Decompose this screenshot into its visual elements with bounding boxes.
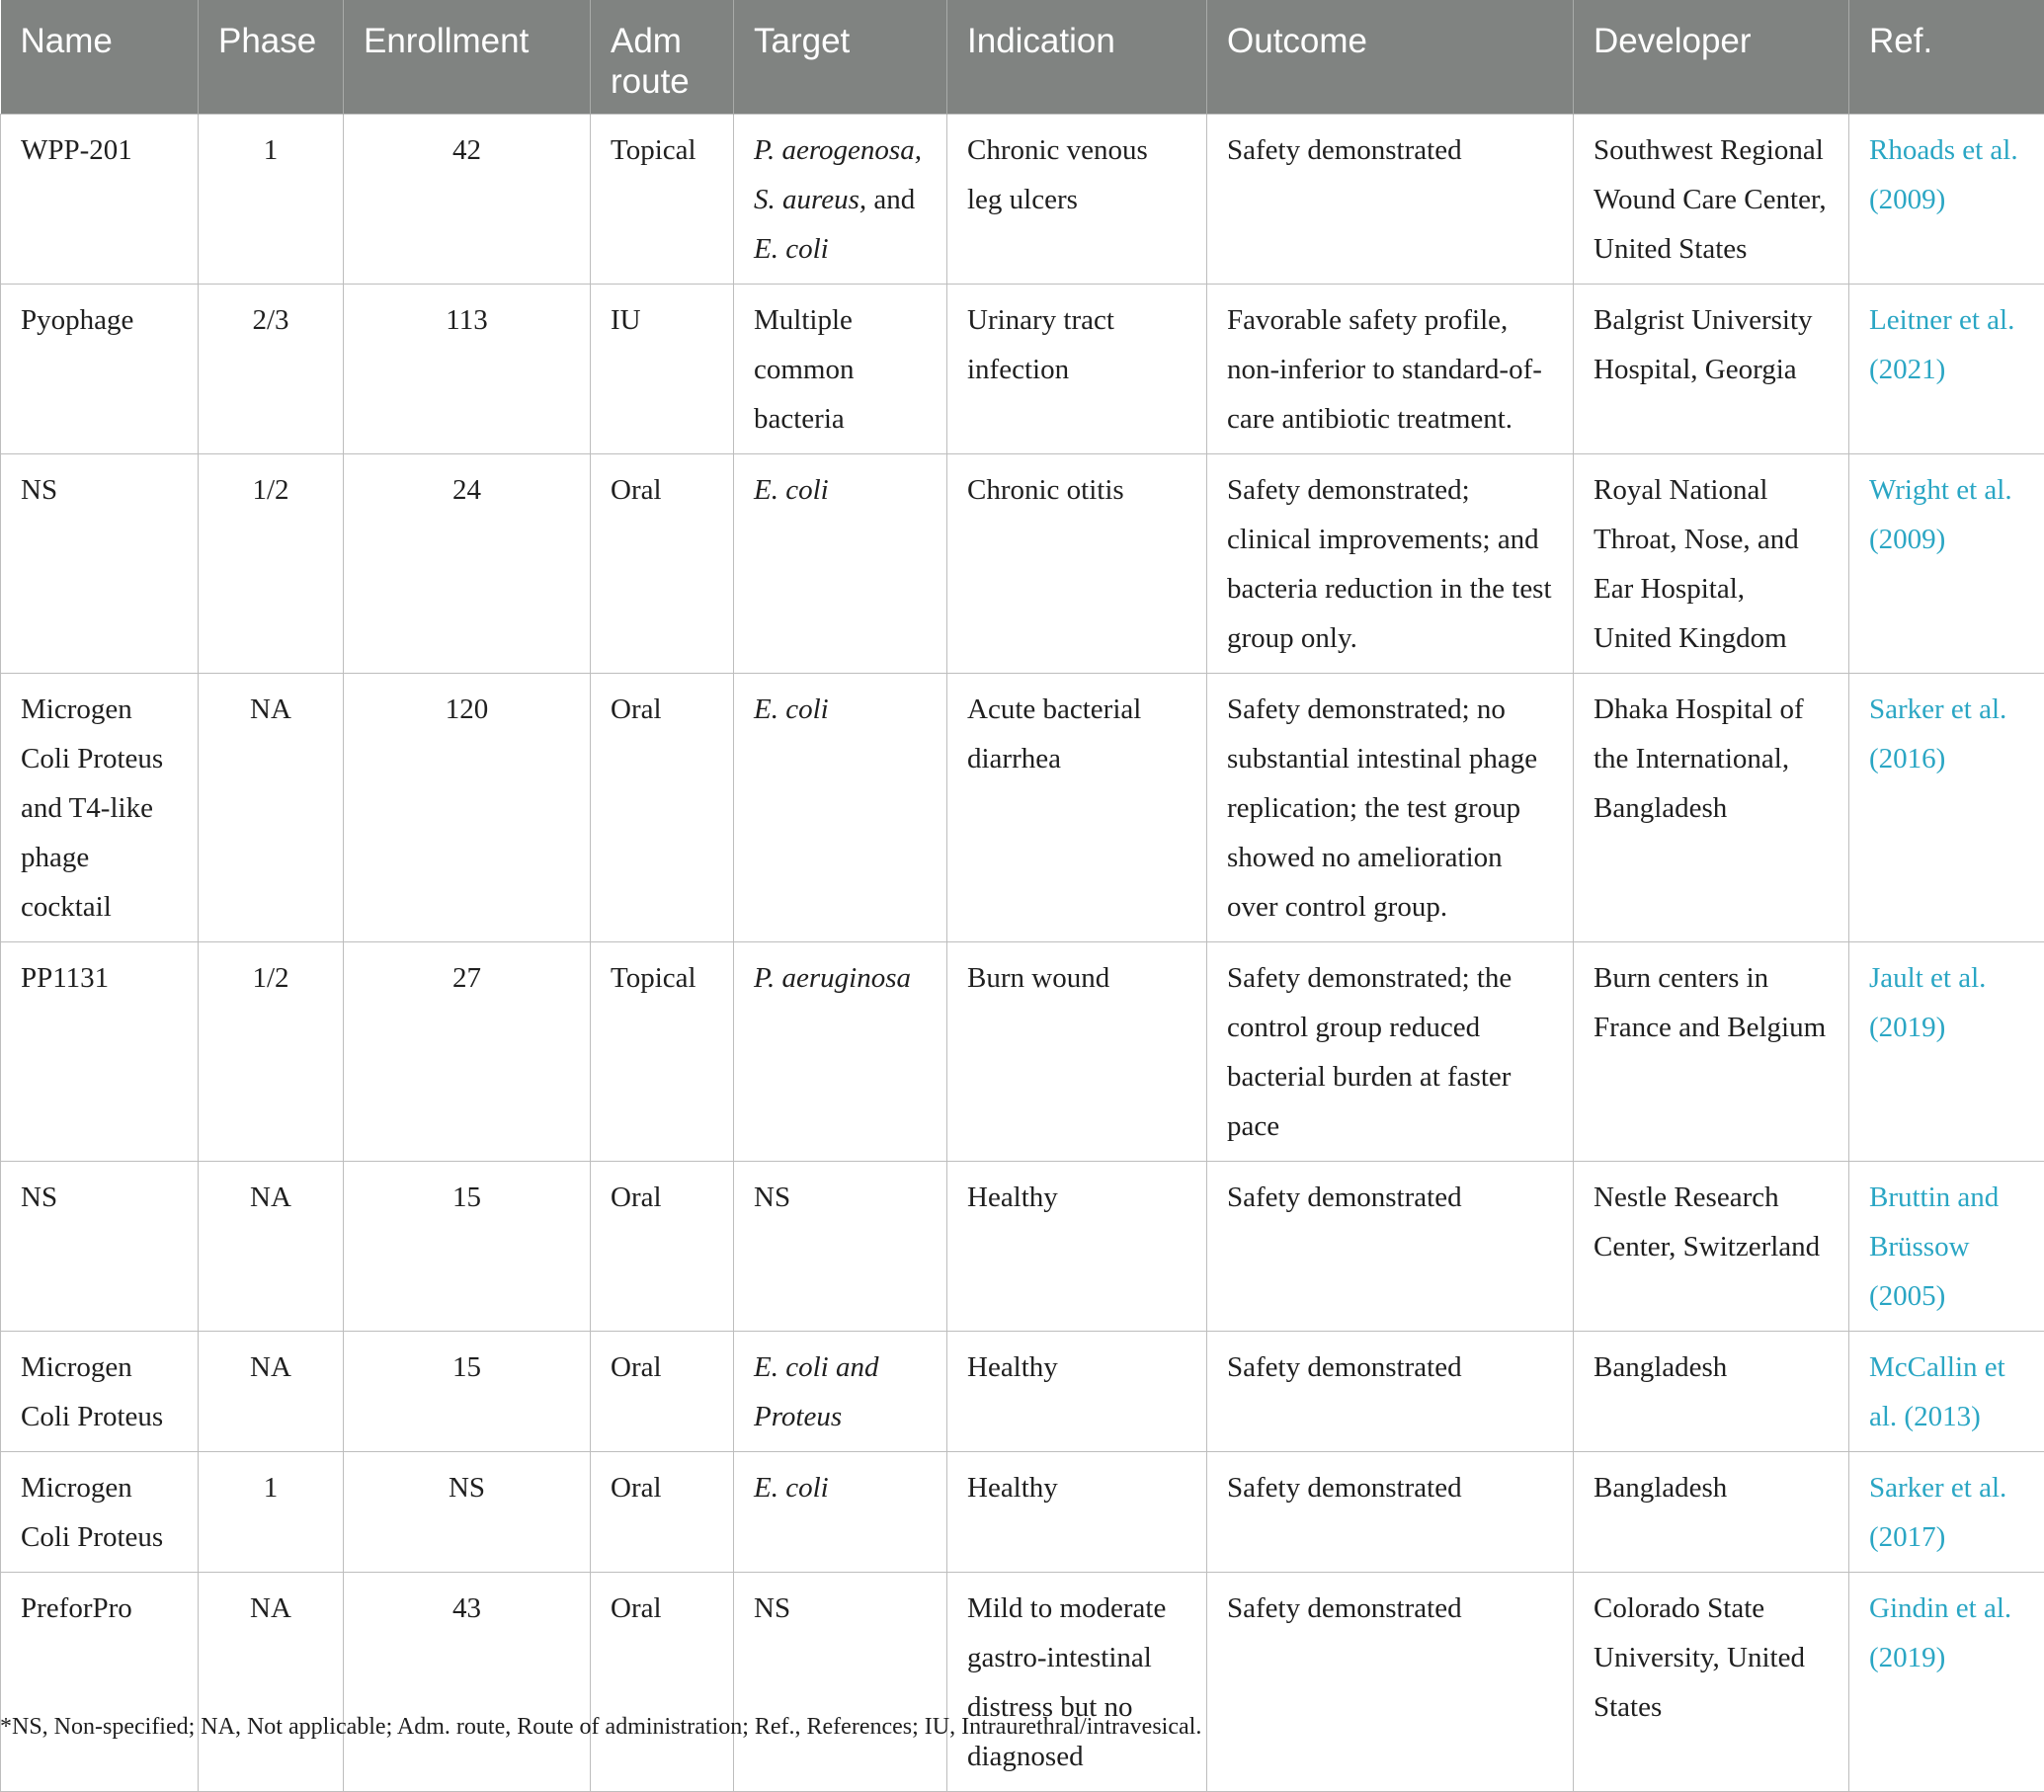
cell-indication: Acute bacterial diarrhea: [947, 674, 1207, 942]
header-ref: Ref.: [1849, 0, 2044, 115]
cell-enrollment: 27: [344, 942, 591, 1162]
table-row: [1, 1162, 2044, 1332]
cell-name: NS: [1, 1162, 199, 1332]
cell-target: NS: [734, 1162, 947, 1332]
cell-enrollment: 120: [344, 674, 591, 942]
cell-name: WPP-201: [1, 115, 199, 285]
cell-developer: Balgrist University Hospital, Georgia: [1574, 285, 1849, 454]
cell-indication: Healthy: [947, 1452, 1207, 1573]
header-phase: Phase: [199, 0, 344, 115]
reference-link[interactable]: McCallin et al. (2013): [1869, 1351, 2005, 1432]
reference-link[interactable]: Rhoads et al. (2009): [1869, 134, 2018, 215]
reference-link[interactable]: Sarker et al. (2017): [1869, 1472, 2006, 1553]
cell-outcome: Safety demonstrated: [1207, 1332, 1574, 1452]
cell-developer: Dhaka Hospital of the International, Bangladesh: [1574, 674, 1849, 942]
cell-route: Topical: [591, 942, 734, 1162]
cell-phase: NA: [199, 1332, 344, 1452]
cell-developer: Burn centers in France and Belgium: [1574, 942, 1849, 1162]
cell-phase: NA: [199, 1162, 344, 1332]
cell-route: Oral: [591, 1452, 734, 1573]
cell-target: E. coli: [734, 674, 947, 942]
cell-route: Oral: [591, 1162, 734, 1332]
cell-phase: 1/2: [199, 454, 344, 674]
header-enrollment: Enrollment: [344, 0, 591, 115]
cell-route: Oral: [591, 674, 734, 942]
cell-enrollment: 113: [344, 285, 591, 454]
cell-outcome: Safety demonstrated: [1207, 1573, 1574, 1792]
cell-developer: Southwest Regional Wound Care Center, United States: [1574, 115, 1849, 285]
cell-phase: 2/3: [199, 285, 344, 454]
cell-target: NS: [734, 1573, 947, 1792]
cell-target: Multiple common bacteria: [734, 285, 947, 454]
cell-outcome: Safety demonstrated: [1207, 1452, 1574, 1573]
cell-outcome: Favorable safety profile, non-inferior to standard-of-care antibiotic treatment.: [1207, 285, 1574, 454]
cell-outcome: Safety demonstrated; no substantial intestinal phage replication; the test group showed no amelioration over control group.: [1207, 674, 1574, 942]
cell-outcome: Safety demonstrated: [1207, 115, 1574, 285]
cell-indication: Mild to moderate gastro-intestinal distress but no diagnosed: [947, 1573, 1207, 1792]
cell-outcome: Safety demonstrated; clinical improvements; and bacteria reduction in the test group only.: [1207, 454, 1574, 674]
cell-developer: Bangladesh: [1574, 1452, 1849, 1573]
header-indication: Indication: [947, 0, 1207, 115]
reference-link[interactable]: Wright et al. (2009): [1869, 474, 2012, 555]
cell-ref: [1849, 454, 2044, 674]
cell-phase: 1: [199, 115, 344, 285]
cell-route: IU: [591, 285, 734, 454]
cell-target: P. aerogenosa, S. aureus, and E. coli: [734, 115, 947, 285]
cell-outcome: Safety demonstrated: [1207, 1162, 1574, 1332]
cell-ref: [1849, 1452, 2044, 1573]
cell-target: E. coli: [734, 454, 947, 674]
table-row: [1, 1452, 2044, 1573]
cell-target: E. coli: [734, 1452, 947, 1573]
cell-developer: Royal National Throat, Nose, and Ear Hospital, United Kingdom: [1574, 454, 1849, 674]
cell-target: E. coli and Proteus: [734, 1332, 947, 1452]
cell-phase: NA: [199, 1573, 344, 1792]
table-row: [1, 1332, 2044, 1452]
reference-link[interactable]: Sarker et al. (2016): [1869, 693, 2006, 774]
cell-enrollment: 43: [344, 1573, 591, 1792]
cell-indication: Chronic otitis: [947, 454, 1207, 674]
cell-developer: Nestle Research Center, Switzerland: [1574, 1162, 1849, 1332]
reference-link[interactable]: Leitner et al. (2021): [1869, 304, 2014, 385]
cell-ref: [1849, 1573, 2044, 1792]
cell-route: Oral: [591, 454, 734, 674]
cell-name: Microgen Coli Proteus: [1, 1452, 199, 1573]
reference-link[interactable]: Bruttin and Brüssow (2005): [1869, 1181, 1999, 1312]
header-developer: Developer: [1574, 0, 1849, 115]
cell-ref: [1849, 115, 2044, 285]
cell-indication: Chronic venous leg ulcers: [947, 115, 1207, 285]
cell-name: PreforPro: [1, 1573, 199, 1792]
cell-ref: [1849, 1162, 2044, 1332]
table-footnote: *NS, Non-specified; NA, Not applicable; Adm. route, Route of administration; Ref., References; IU, Intraurethral/intravesical.: [0, 1714, 1201, 1741]
cell-target: P. aeruginosa: [734, 942, 947, 1162]
cell-indication: Healthy: [947, 1162, 1207, 1332]
cell-phase: NA: [199, 674, 344, 942]
table-row: [1, 285, 2044, 454]
reference-link[interactable]: Jault et al. (2019): [1869, 962, 1986, 1043]
cell-enrollment: 42: [344, 115, 591, 285]
cell-ref: [1849, 942, 2044, 1162]
cell-name: PP1131: [1, 942, 199, 1162]
header-row: [1, 0, 2044, 115]
table-row: [1, 454, 2044, 674]
cell-indication: Healthy: [947, 1332, 1207, 1452]
reference-link[interactable]: Gindin et al. (2019): [1869, 1592, 2011, 1673]
header-name: Name: [1, 0, 199, 115]
table-row: [1, 1573, 2044, 1792]
cell-ref: [1849, 1332, 2044, 1452]
cell-ref: [1849, 285, 2044, 454]
cell-route: Topical: [591, 115, 734, 285]
cell-enrollment: 24: [344, 454, 591, 674]
cell-enrollment: 15: [344, 1162, 591, 1332]
cell-enrollment: NS: [344, 1452, 591, 1573]
cell-indication: Urinary tract infection: [947, 285, 1207, 454]
header-adm-route: Adm route: [591, 0, 734, 115]
cell-outcome: Safety demonstrated; the control group reduced bacterial burden at faster pace: [1207, 942, 1574, 1162]
cell-developer: Colorado State University, United States: [1574, 1573, 1849, 1792]
table-body: [1, 115, 2044, 1792]
header-target: Target: [734, 0, 947, 115]
cell-ref: [1849, 674, 2044, 942]
cell-indication: Burn wound: [947, 942, 1207, 1162]
cell-enrollment: 15: [344, 1332, 591, 1452]
header-outcome: Outcome: [1207, 0, 1574, 115]
cell-name: NS: [1, 454, 199, 674]
cell-name: Microgen Coli Proteus: [1, 1332, 199, 1452]
table-row: [1, 115, 2044, 285]
table-row: [1, 942, 2044, 1162]
cell-name: Pyophage: [1, 285, 199, 454]
table-row: [1, 674, 2044, 942]
cell-route: Oral: [591, 1332, 734, 1452]
cell-developer: Bangladesh: [1574, 1332, 1849, 1452]
cell-phase: 1/2: [199, 942, 344, 1162]
cell-phase: 1: [199, 1452, 344, 1573]
cell-name: Microgen Coli Proteus and T4-like phage cocktail: [1, 674, 199, 942]
cell-route: Oral: [591, 1573, 734, 1792]
